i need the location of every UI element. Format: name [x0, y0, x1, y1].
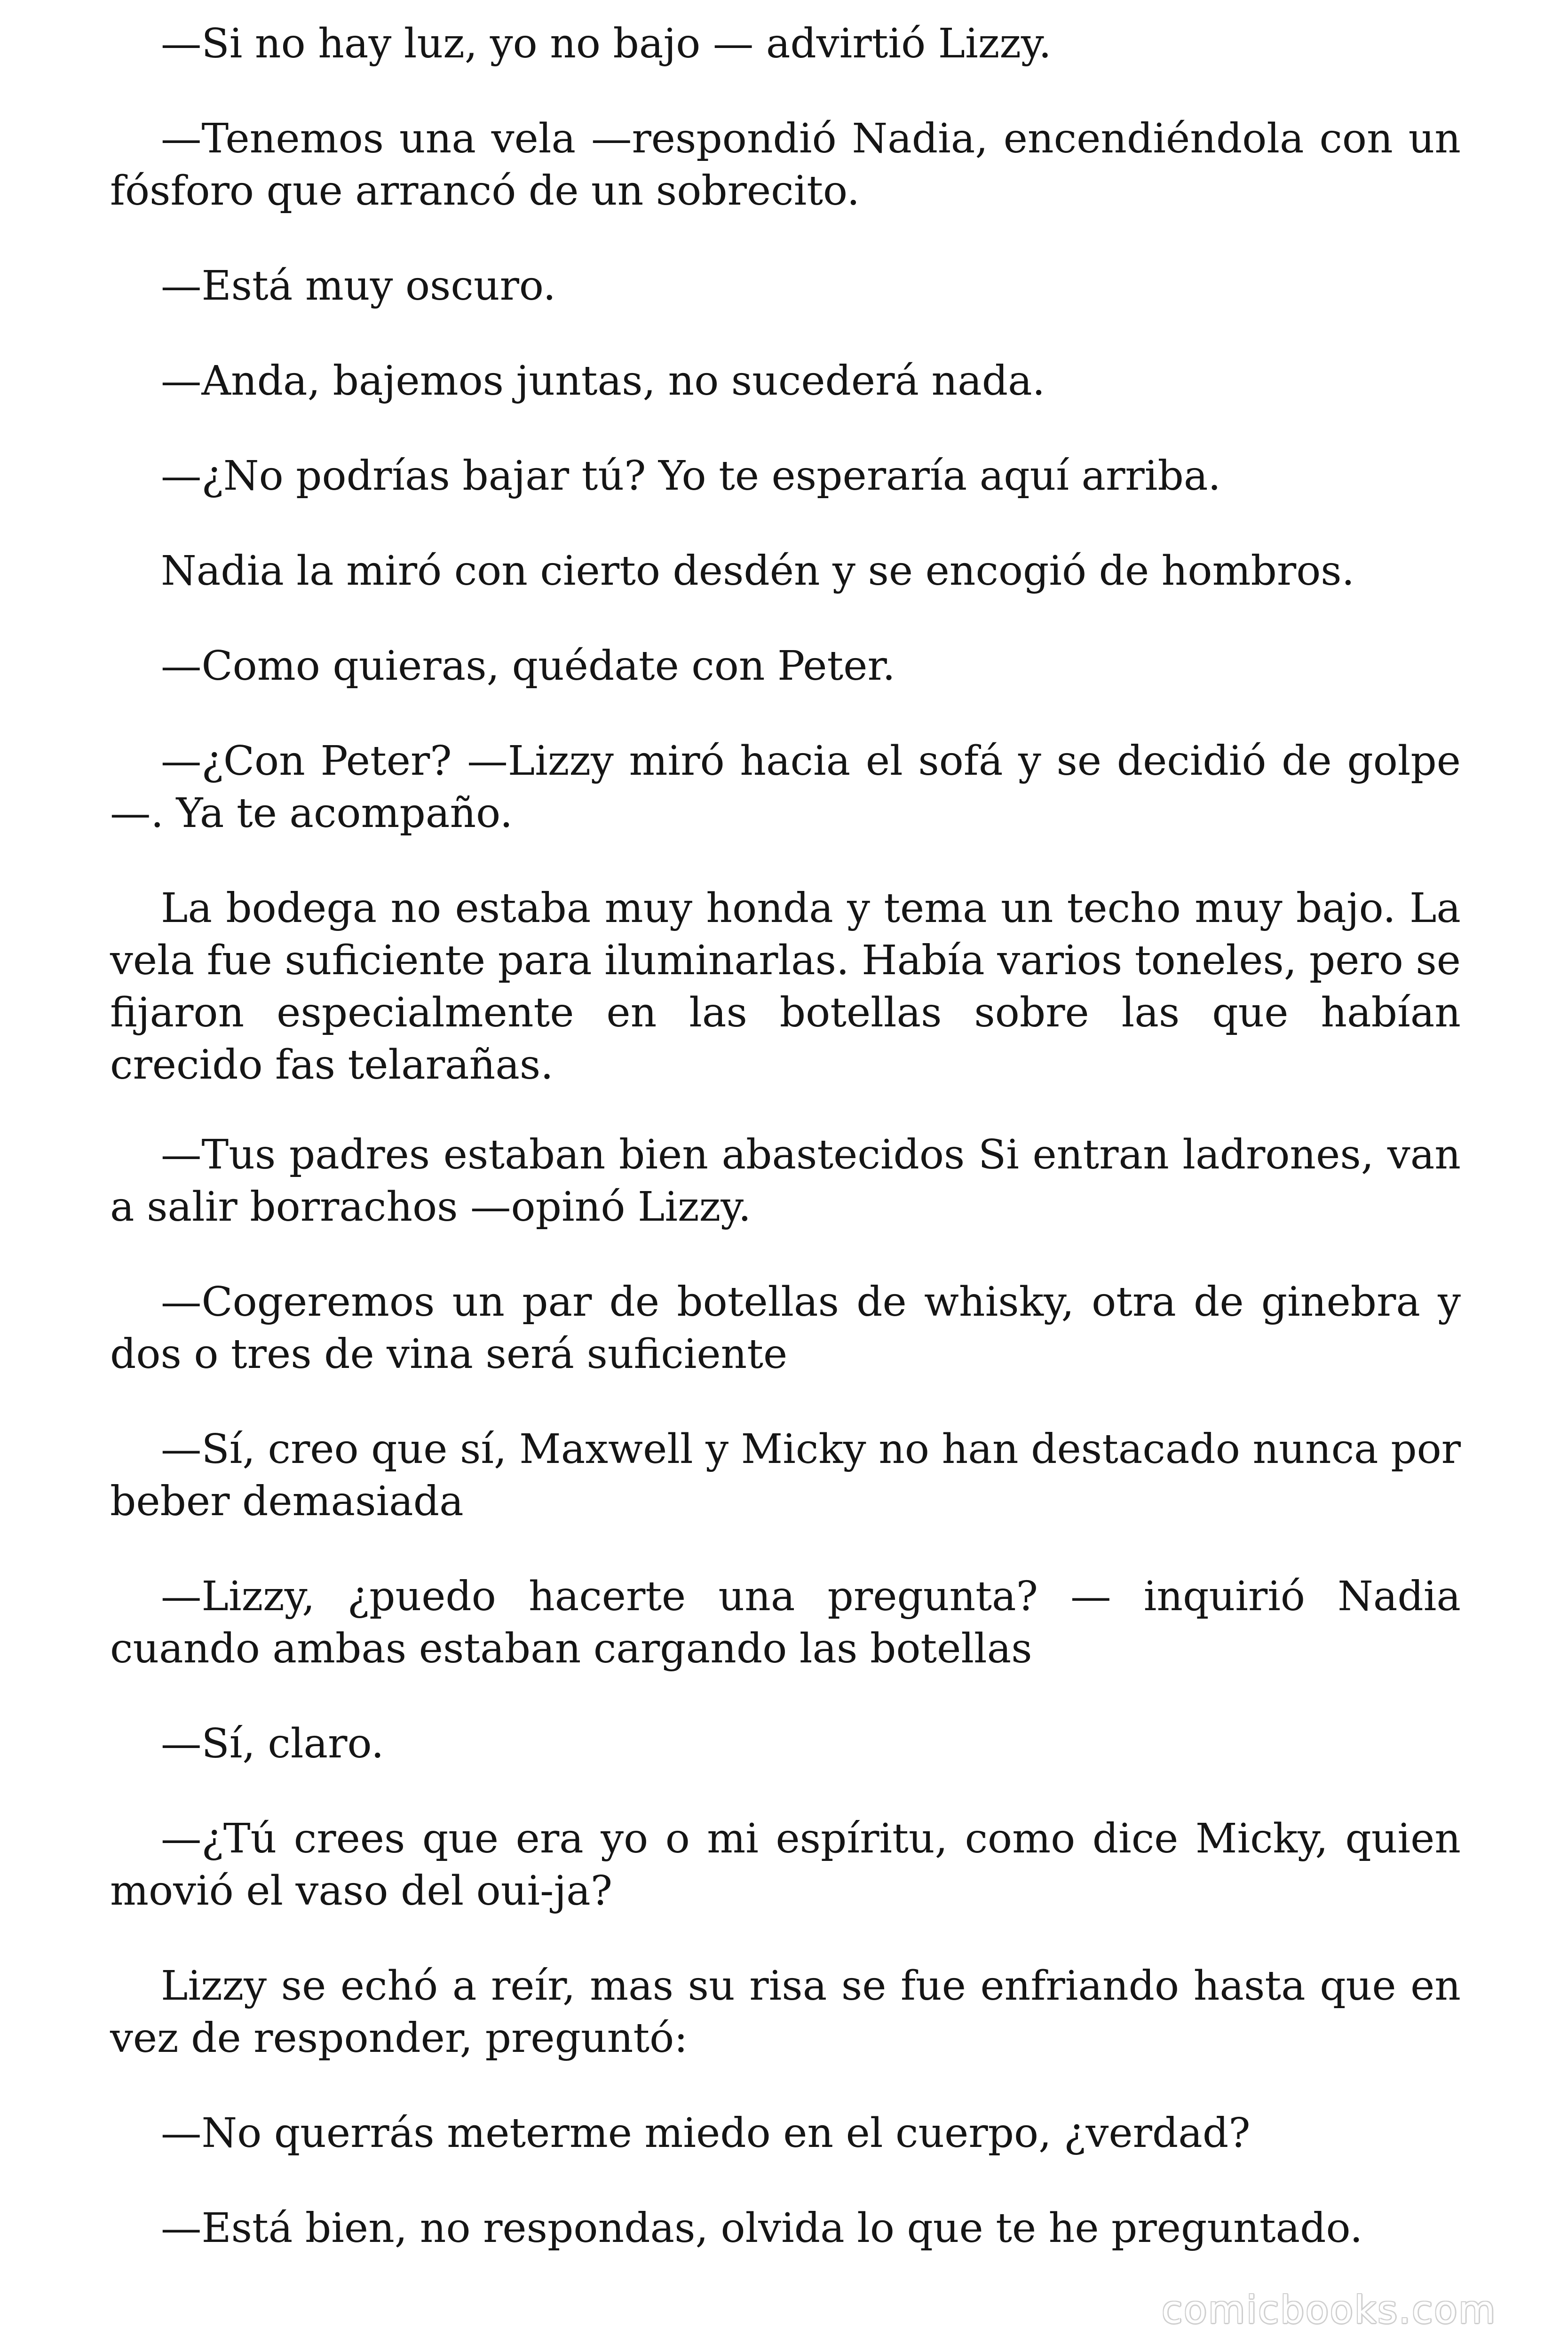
paragraph: —Está bien, no respondas, olvida lo que te he preguntado. [161, 2205, 1363, 2252]
paragraph: —Lizzy, ¿puedo hacerte una pregunta? — inquirió Nadia cuando ambas estaban cargando las botellas [110, 1573, 1461, 1672]
book-page [110, 0, 1461, 2352]
paragraph: —Si no hay luz, yo no bajo — advirtió Lizzy. [161, 20, 1052, 67]
paragraph: La bodega no estaba muy honda y tema un techo muy bajo. La vela fue suficiente para iluminarlas. Había varios toneles, pero se fijaron especialmente en las botellas sobre las que habían crecido fas telarañas. [110, 885, 1461, 1089]
paragraph: —Está muy oscuro. [161, 262, 556, 310]
paragraph: —¿No podrías bajar tú? Yo te esperaría aquí arriba. [161, 453, 1221, 500]
paragraph: Nadia la miró con cierto desdén y se encogió de hombros. [161, 548, 1355, 595]
paragraph: —Sí, creo que sí, Maxwell y Micky no han destacado nunca por beber demasiada [110, 1426, 1461, 1525]
paragraph: Lizzy se echó a reír, mas su risa se fue enfriando hasta que en vez de responder, preguntó: [110, 1963, 1461, 2062]
paragraph: —Como quieras, quédate con Peter. [161, 643, 895, 690]
paragraph: —Tenemos una vela —respondió Nadia, encendiéndola con un fósforo que arrancó de un sobrecito. [110, 115, 1461, 215]
paragraph: —No querrás meterme miedo en el cuerpo, ¿verdad? [161, 2110, 1251, 2157]
paragraph: —Tus padres estaban bien abastecidos Si entran ladrones, van a salir borrachos —opinó Lizzy. [110, 1131, 1461, 1231]
paragraph: —¿Tú crees que era yo o mi espíritu, como dice Micky, quien movió el vaso del oui-ja? [110, 1815, 1461, 1915]
paragraph: —Sí, claro. [161, 1720, 384, 1767]
paragraph: —Anda, bajemos juntas, no sucederá nada. [161, 358, 1045, 405]
paragraph: —Cogeremos un par de botellas de whisky, otra de ginebra y dos o tres de vina será suficiente [110, 1279, 1461, 1378]
watermark: comicbooks.com [1162, 2288, 1497, 2332]
paragraph: —¿Con Peter? —Lizzy miró hacia el sofá y se decidió de golpe—. Ya te acompaño. [110, 738, 1461, 837]
